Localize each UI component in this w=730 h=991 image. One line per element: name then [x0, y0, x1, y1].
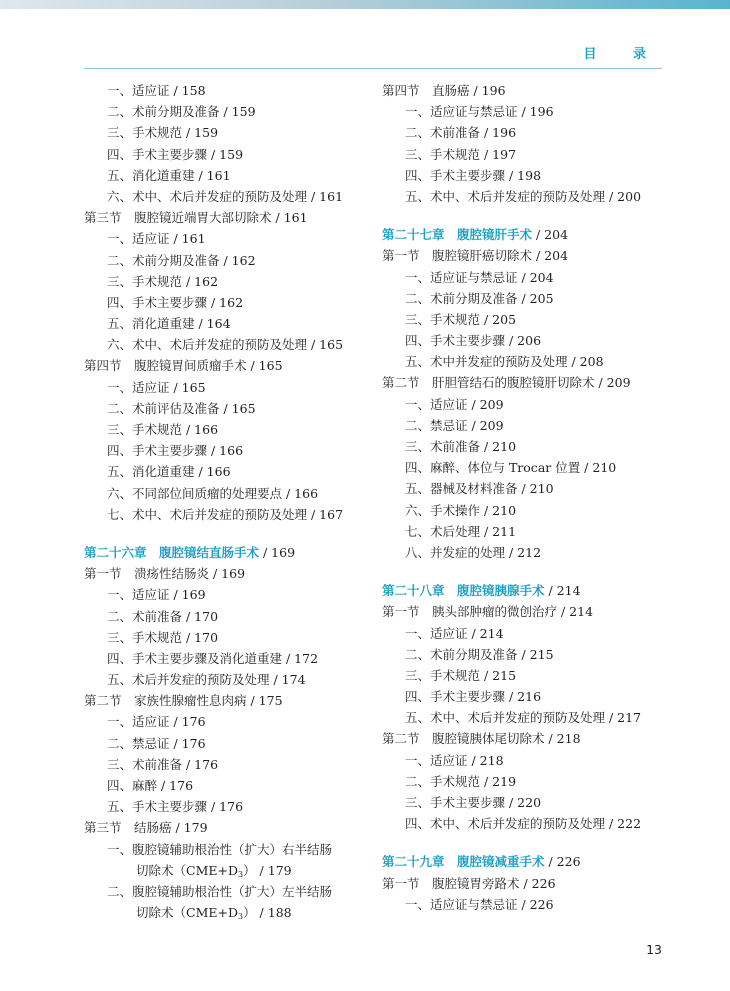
- toc-item-entry: 二、腹腔镜辅助根治性（扩大）左半结肠: [107, 883, 333, 899]
- toc-item-entry: 二、术前分期及准备 / 159: [107, 104, 256, 120]
- toc-item-entry: 一、适应证 / 214: [405, 625, 504, 641]
- toc-item-entry: 三、手术主要步骤 / 220: [405, 795, 542, 810]
- toc-item-entry: 二、术前准备 / 196: [405, 125, 517, 141]
- toc-item-entry: 二、禁忌证 / 209: [405, 417, 504, 433]
- chapter-gap: [382, 834, 657, 851]
- chapter-title: 第二十八章 腹腔镜胰腺手术: [382, 583, 545, 599]
- entry-tail: ） / 188: [243, 905, 292, 921]
- toc-section-entry: 第一节 腹腔镜肝癌切除术 / 204: [382, 248, 569, 264]
- chapter-title: 第二十九章 腹腔镜减重手术: [382, 854, 545, 870]
- toc-item-entry: 四、手术主要步骤及消化道重建 / 172: [107, 650, 319, 666]
- chapter-page: / 214: [544, 583, 581, 599]
- toc-section-entry: 第二节 腹腔镜胰体尾切除术 / 218: [382, 731, 581, 747]
- toc-item-entry: 三、手术规范 / 162: [107, 273, 219, 289]
- toc-item-entry: 三、术前准备 / 210: [405, 439, 517, 454]
- chapter-page: / 204: [532, 227, 569, 243]
- toc-section-entry: 第一节 胰头部肿瘤的微创治疗 / 214: [382, 604, 594, 620]
- toc-section-entry: 第二节 家族性腺瘤性息肉病 / 175: [84, 693, 283, 709]
- toc-section-entry: 第二节 肝胆管结石的腹腔镜肝切除术 / 209: [382, 375, 631, 391]
- toc-item-entry: 四、麻醉 / 176: [107, 778, 194, 793]
- toc-item-entry: 一、适应证 / 218: [405, 752, 504, 768]
- toc-item-entry: 三、手术规范 / 170: [107, 629, 219, 645]
- running-header-title: 目 录: [583, 47, 662, 62]
- toc-item-entry: 三、手术规范 / 205: [405, 311, 517, 327]
- toc-left-column: [84, 80, 374, 923]
- toc-item-entry: 三、手术规范 / 166: [107, 422, 219, 437]
- toc-item-entry: 一、适应证 / 161: [107, 231, 206, 247]
- toc-item-entry: 一、适应证与禁忌证 / 196: [405, 104, 554, 120]
- toc-item-entry: 五、术后并发症的预防及处理 / 174: [107, 672, 306, 688]
- toc-item-entry: 二、术前分期及准备 / 215: [405, 646, 554, 662]
- toc-item-entry: 五、消化道重建 / 166: [107, 464, 231, 480]
- entry-text: 切除术（CME+D: [136, 862, 238, 878]
- toc-item-entry: 四、麻醉、体位与 Trocar 位置 / 210: [405, 460, 617, 476]
- toc-section-entry: 第一节 腹腔镜胃旁路术 / 226: [382, 875, 556, 891]
- toc-item-entry: 四、术中、术后并发症的预防及处理 / 222: [405, 816, 642, 832]
- chapter-gap: [382, 563, 657, 580]
- toc-item-entry: 四、手术主要步骤 / 198: [405, 167, 542, 183]
- toc-item-entry: 五、术中并发症的预防及处理 / 208: [405, 354, 604, 370]
- toc-item-entry: 一、适应证与禁忌证 / 226: [405, 896, 554, 912]
- toc-item-entry: 四、手术主要步骤 / 162: [107, 294, 244, 310]
- toc-item-entry: 六、术中、术后并发症的预防及处理 / 161: [107, 188, 344, 204]
- chapter-page: / 226: [544, 854, 581, 870]
- toc-item-entry: 四、手术主要步骤 / 166: [107, 443, 244, 459]
- toc-entry-continuation: [84, 902, 374, 923]
- toc-chapter-heading: [382, 580, 657, 601]
- toc-item-entry: 一、适应证 / 165: [107, 379, 206, 395]
- toc-item-entry: 三、术前准备 / 176: [107, 756, 219, 772]
- toc-item-entry: 二、术前准备 / 170: [107, 608, 219, 624]
- toc-item-entry: 一、适应证与禁忌证 / 204: [405, 269, 554, 285]
- toc-item-entry: 八、并发症的处理 / 212: [405, 544, 542, 560]
- toc-item-entry: 六、不同部位间质瘤的处理要点 / 166: [107, 485, 319, 501]
- toc-item-entry: 五、器械及材料准备 / 210: [405, 481, 554, 497]
- toc-section-entry: 第三节 腹腔镜近端胃大部切除术 / 161: [84, 210, 308, 226]
- toc-item-entry: 五、消化道重建 / 164: [107, 316, 231, 332]
- toc-right-column: [382, 80, 657, 915]
- toc-item-entry: 五、消化道重建 / 161: [107, 167, 231, 183]
- toc-item-entry: 一、适应证 / 169: [107, 587, 206, 603]
- chapter-page: / 169: [259, 544, 296, 560]
- toc-item-entry: 二、术前分期及准备 / 205: [405, 290, 554, 306]
- header-color-bar: [0, 0, 730, 9]
- toc-section-entry: 第三节 结肠癌 / 179: [84, 820, 208, 836]
- toc-item-entry: 五、术中、术后并发症的预防及处理 / 200: [405, 188, 642, 204]
- toc-item-entry: 四、手术主要步骤 / 159: [107, 146, 244, 162]
- toc-item-entry: 二、禁忌证 / 176: [107, 735, 206, 751]
- toc-chapter-heading: [84, 542, 374, 563]
- toc-item-entry: 六、手术操作 / 210: [405, 502, 517, 518]
- chapter-gap: [84, 525, 374, 542]
- toc-item-entry: 三、手术规范 / 215: [405, 667, 517, 683]
- toc-chapter-heading: [382, 224, 657, 245]
- toc-item-entry: 五、手术主要步骤 / 176: [107, 799, 244, 815]
- toc-item-entry: 一、适应证 / 176: [107, 714, 206, 730]
- toc-chapter-heading: [382, 851, 657, 872]
- toc-item-entry: 七、术后处理 / 211: [405, 523, 517, 539]
- header-rule: [84, 68, 662, 69]
- toc-section-entry: 第四节 直肠癌 / 196: [382, 83, 506, 98]
- subscript: 3: [237, 869, 244, 879]
- toc-item-entry: 一、适应证 / 209: [405, 396, 504, 412]
- toc-item-entry: 三、手术规范 / 197: [405, 146, 517, 162]
- entry-tail: ） / 179: [243, 862, 292, 878]
- toc-item-entry: 三、手术规范 / 159: [107, 125, 219, 141]
- entry-text: 切除术（CME+D: [136, 905, 238, 921]
- chapter-gap: [382, 207, 657, 224]
- toc-item-entry: 一、适应证 / 158: [107, 83, 206, 98]
- page-number: 13: [646, 942, 662, 957]
- toc-item-entry: 四、手术主要步骤 / 216: [405, 689, 542, 705]
- toc-item-entry: 二、术前分期及准备 / 162: [107, 252, 256, 268]
- toc-item-entry: 二、术前评估及准备 / 165: [107, 400, 256, 416]
- toc-item-entry: 五、术中、术后并发症的预防及处理 / 217: [405, 710, 642, 726]
- toc-item-entry: 二、手术规范 / 219: [405, 773, 517, 789]
- toc-section-entry: 第四节 腹腔镜胃间质瘤手术 / 165: [84, 358, 283, 374]
- toc-item-entry: 一、腹腔镜辅助根治性（扩大）右半结肠: [107, 841, 333, 857]
- toc-section-entry: 第一节 溃疡性结肠炎 / 169: [84, 566, 246, 582]
- toc-item-entry: 六、术中、术后并发症的预防及处理 / 165: [107, 337, 344, 353]
- chapter-title: 第二十六章 腹腔镜结直肠手术: [84, 544, 260, 560]
- subscript: 3: [237, 912, 244, 922]
- toc-entry-continuation: [84, 860, 374, 881]
- toc-item-entry: 七、术中、术后并发症的预防及处理 / 167: [107, 506, 344, 522]
- chapter-title: 第二十七章 腹腔镜肝手术: [382, 227, 533, 243]
- toc-item-entry: 四、手术主要步骤 / 206: [405, 333, 542, 349]
